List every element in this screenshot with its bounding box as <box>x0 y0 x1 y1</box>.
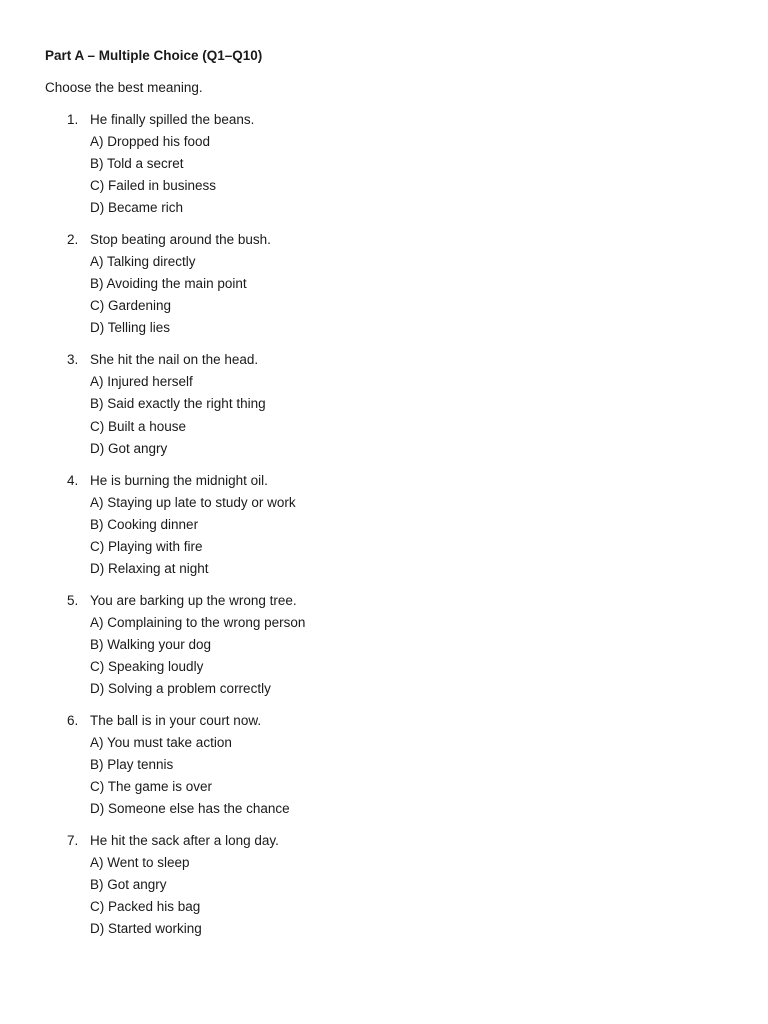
question-item <box>0 832 768 952</box>
option-c: C) The game is over <box>90 779 213 795</box>
option-list <box>90 614 305 702</box>
option-a: A) You must take action <box>90 734 232 750</box>
question-text: Stop beating around the bush. <box>90 232 271 248</box>
option-b: B) Avoiding the main point <box>90 276 247 292</box>
option-a: A) Dropped his food <box>90 134 211 149</box>
option-list <box>90 253 247 341</box>
question-text: The ball is in your court now. <box>90 712 262 728</box>
option-b: B) Walking your dog <box>90 636 212 652</box>
question-number: 5. <box>67 592 79 608</box>
option-d: D) Someone else has the chance <box>90 801 290 817</box>
option-b: B) Said exactly the right thing <box>90 396 266 412</box>
option-list <box>90 373 266 461</box>
option-c: C) Packed his bag <box>90 899 201 915</box>
option-d: D) Relaxing at night <box>90 560 209 576</box>
question-item <box>0 472 768 592</box>
question-number: 4. <box>67 472 79 488</box>
option-b: B) Play tennis <box>90 757 174 773</box>
option-c: C) Built a house <box>90 418 187 434</box>
option-d: D) Became rich <box>90 200 184 216</box>
option-a: A) Talking directly <box>90 254 196 270</box>
question-number: 1. <box>67 112 79 127</box>
option-c: C) Failed in business <box>90 178 217 194</box>
option-a: A) Went to sleep <box>90 855 190 871</box>
question-item <box>0 712 768 832</box>
question-text: He is burning the midnight oil. <box>90 472 268 488</box>
question-number: 2. <box>67 232 79 248</box>
option-d: D) Started working <box>90 921 202 937</box>
option-c: C) Playing with fire <box>90 538 203 554</box>
question-list <box>0 111 768 952</box>
question-item <box>0 351 768 471</box>
question-number: 6. <box>67 712 79 728</box>
option-a: A) Injured herself <box>90 374 193 390</box>
option-a: A) Complaining to the wrong person <box>90 614 306 630</box>
question-text: He finally spilled the beans. <box>90 112 255 127</box>
option-b: B) Told a secret <box>90 156 184 172</box>
question-number: 3. <box>67 352 79 368</box>
question-item <box>0 111 768 231</box>
option-list <box>90 734 290 822</box>
option-c: C) Speaking loudly <box>90 658 204 674</box>
option-d: D) Telling lies <box>90 320 171 336</box>
question-text: He hit the sack after a long day. <box>90 833 279 849</box>
option-d: D) Solving a problem correctly <box>90 681 271 697</box>
section-heading: Part A – Multiple Choice (Q1–Q10) <box>45 48 263 63</box>
option-list <box>90 494 296 582</box>
question-item <box>0 592 768 712</box>
question-text: She hit the nail on the head. <box>90 352 259 368</box>
option-list <box>90 854 202 942</box>
question-number: 7. <box>67 833 79 849</box>
question-item <box>0 231 768 351</box>
instruction-text: Choose the best meaning. <box>45 80 203 95</box>
option-c: C) Gardening <box>90 298 172 314</box>
option-list <box>90 133 216 221</box>
option-b: B) Got angry <box>90 877 167 893</box>
question-text: You are barking up the wrong tree. <box>90 592 297 608</box>
option-b: B) Cooking dinner <box>90 516 199 532</box>
option-a: A) Staying up late to study or work <box>90 494 296 510</box>
option-d: D) Got angry <box>90 440 168 456</box>
